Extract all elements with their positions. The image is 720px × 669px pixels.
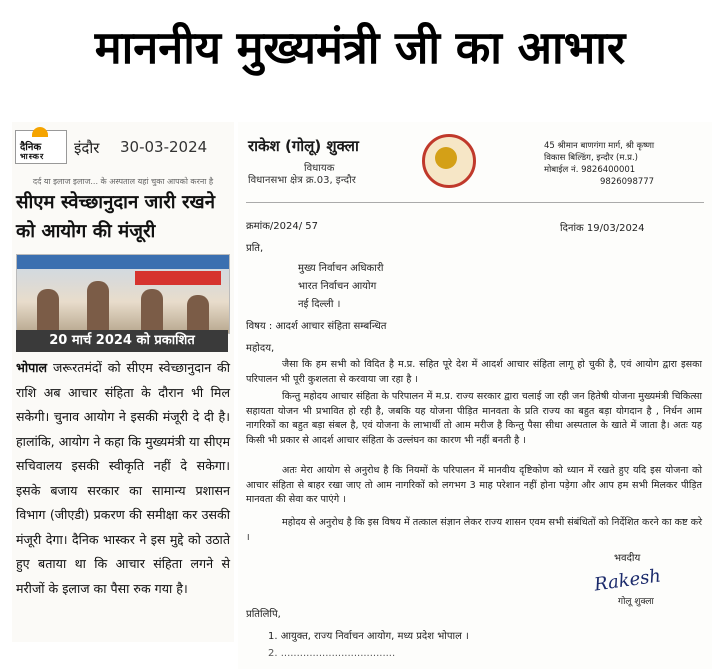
signature: Rakesh [592, 565, 663, 596]
copy-label: प्रतिलिपि, [246, 609, 281, 620]
signature-name: गोलू शुक्ला [618, 597, 654, 607]
address-line: विकास बिल्डिंग, इन्दौर (म.प्र.) [544, 153, 638, 163]
newspaper-logo [15, 130, 67, 164]
clipping-dateline: भोपाल [16, 360, 48, 375]
clipping-photo [16, 254, 230, 334]
clipping-body [16, 356, 230, 601]
photo-person [87, 281, 109, 333]
letter-subject: विषय : आदर्श आचार संहिता सम्बन्धित [246, 321, 387, 332]
clipping-title: सीएम स्वेच्छानुदान जारी रखने को आयोग की मंजूरी [16, 192, 215, 242]
address-line: 45 श्रीमान बाणगंगा मार्ग, श्री कृष्णा [544, 141, 655, 151]
letter-to: प्रति, [246, 243, 264, 254]
letter-paragraph: महोदय से अनुरोध है कि इस विषय में तत्काल संज्ञान लेकर राज्य शासन एवम सभी संबंधितों को निर्देशित करने का कष्ट करे । [246, 517, 702, 543]
clipping-masthead [12, 122, 234, 174]
photo-banner [17, 255, 229, 269]
letter-paragraph: जैसा कि हम सभी को विदित है म.प्र. सहित पूरे देश में आदर्श आचार संहिता लागू हो चुकी है, एवं आयोग द्वारा इसका परिपालन भी पूरी कुशलता से करवाया जा रहा है । [246, 359, 702, 385]
recipient-line: मुख्य निर्वाचन अधिकारी [298, 263, 384, 274]
photo-person [141, 289, 163, 333]
recipient-line: भारत निर्वाचन आयोग [298, 281, 377, 292]
letter-document [238, 122, 712, 669]
newspaper-clipping [12, 122, 234, 642]
clipping-kicker: दर्द या इलाज इलाज... के अस्पताल यहां चुका आपको करना है [32, 177, 214, 186]
sender-name: राकेश (गोलू) शुक्ला [248, 137, 359, 155]
letter-reference: क्रमांक/2024/ 57 [246, 221, 319, 232]
state-emblem-icon [422, 134, 476, 188]
recipient-line: नई दिल्ली । [298, 299, 341, 310]
phone-number: मोबाईल नं. 9826400001 [544, 165, 636, 175]
letter-salutation: महोदय, [246, 343, 275, 354]
copy-item: 1. आयुक्त, राज्य निर्वाचन आयोग, मध्य प्रदेश भोपाल । [268, 631, 469, 642]
sender-constituency: विधानसभा क्षेत्र क्र.03, इन्दौर [248, 175, 356, 186]
sender-designation: विधायक [304, 163, 335, 174]
emblem-center [435, 147, 457, 169]
sender-address [544, 140, 708, 188]
newspaper-logo-line2: भास्कर [20, 152, 45, 161]
published-badge: 20 मार्च 2024 को प्रकाशित [16, 330, 228, 352]
clipping-date: 30-03-2024 [120, 138, 208, 156]
clipping-body-text: जरूरतमंदों को सीएम स्वेच्छानुदान की राशि अब आचार संहिता के दौरान भी मिल सकेगी। चुनाव आयोग ने इसकी मंजूरी दे दी है। हालांकि, आयोग ने कहा कि मुख्यमंत्री या सीएम सचिवालय इसकी स्वीकृति नहीं दे सकेगा। इसके बजाय सरकार का सामान्य प्रशासन विभाग (जीएडी) प्रकरण की समीक्षा कर उसकी मंजूरी देगा। दैनिक भास्कर ने इस मुद्दे को उठाते हुए बताया था कि आचार संहिता लगने से मरीजों के इलाज का पैसा रुक गया है। [16, 360, 230, 596]
letter-date: दिनांक 19/03/2024 [560, 223, 645, 234]
phone-number: 9826098777 [600, 177, 655, 187]
photo-person [37, 289, 59, 333]
letter-paragraph: अतः मेरा आयोग से अनुरोध है कि नियमों के परिपालन में मानवीय दृष्टिकोण को ध्यान में रखते हुए यदि इस योजना को आचार संहिता से बाहर रखा जाए तो आम नागरिकों को लगभग 3 माह परेशान नहीं होना पड़ेगा और आप हम सभी मिलकर पीड़ित मानवता की सेवा कर पाएंगे । [246, 465, 702, 505]
photo-person [187, 295, 209, 333]
copy-item: 2. .................................... [268, 648, 396, 658]
page-headline: माननीय मुख्यमंत्री जी का आभार [94, 21, 626, 74]
newspaper-logo-line1: दैनिक [20, 142, 42, 153]
header-divider [246, 202, 704, 203]
letter-paragraph: किन्तु महोदय आचार संहिता के परिपालन में म.प्र. राज्य सरकार द्वारा चलाई जा रही जन हितेषी योजना मुख्यमंत्री चिकित्सा सहायता योजन भी प्रभावित हो रही है, जबकि यह योजना पीड़ित मानवता के प्रति राज्य का बहुत बड़ा योगदान है , निर्धन आम नागरिकों का बहुत बड़ा संबल है, एवं योजना के लाभार्थी तो आम मरीज है किन्तु पैसा सीधा अस्पताल के खाते में जाता है। अतः यह किसी भी प्रकार से आदर्श आचार संहिता के उल्लंघन का कारण भी नहीं बनती है । [246, 391, 702, 446]
sun-icon [32, 127, 48, 137]
letter-closing: भवदीय [614, 553, 641, 564]
photo-banner-red [135, 271, 221, 285]
clipping-city: इंदौर [74, 139, 100, 157]
